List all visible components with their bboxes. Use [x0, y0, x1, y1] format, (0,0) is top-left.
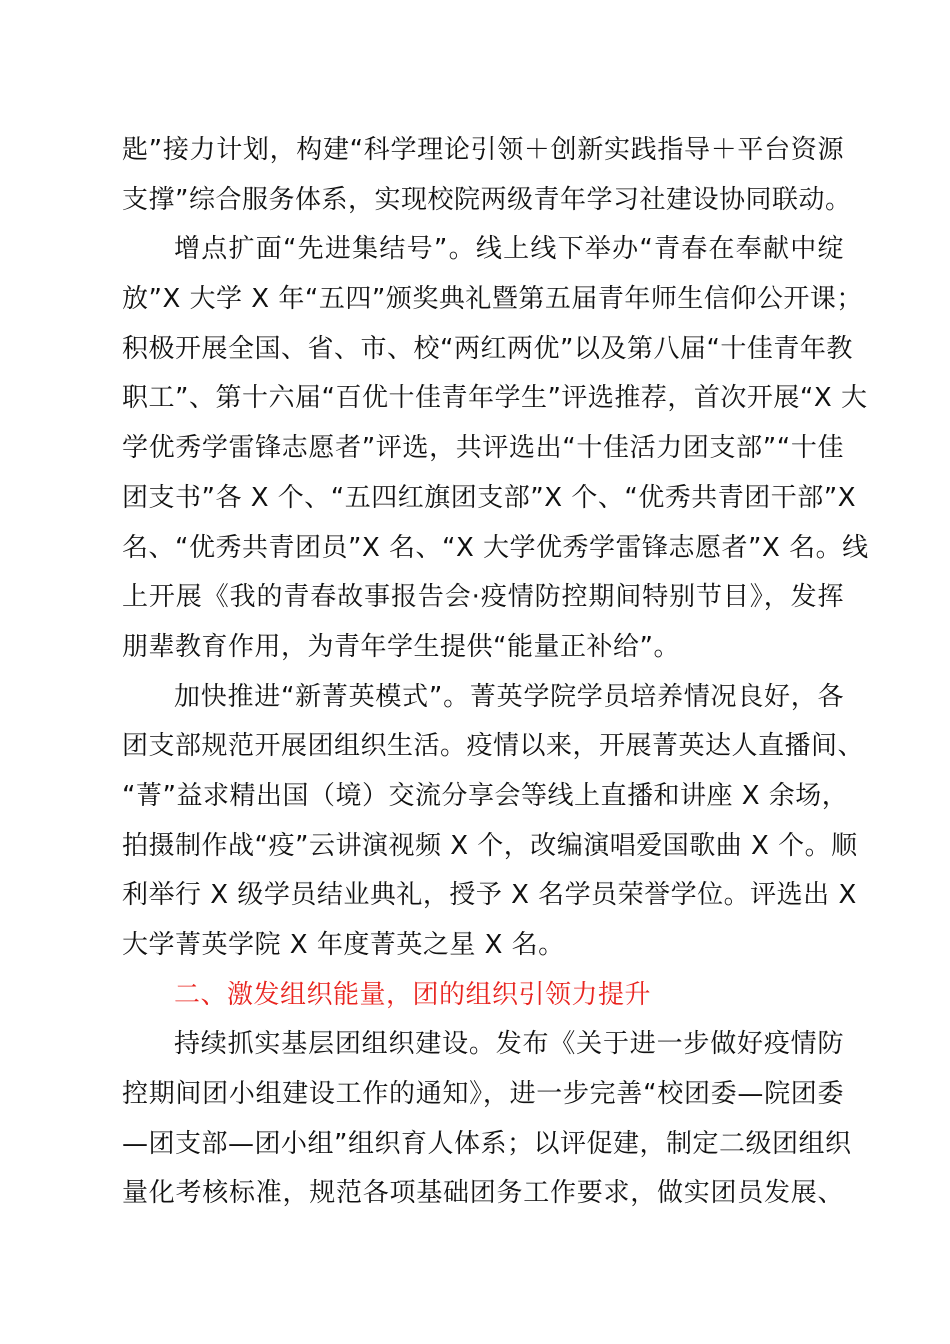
text-line: 职工”、第十六届“百优十佳青年学生”评选推荐，首次开展“X 大 [122, 383, 868, 414]
text-line: 匙”接力计划，构建“科学理论引领＋创新实践指导＋平台资源 [122, 135, 844, 165]
text-line: 增点扩面“先进集结号”。线上线下举办“青春在奉献中绽 [174, 234, 844, 265]
text-line: 加快推进“新菁英模式”。菁英学院学员培养情况良好，各 [174, 681, 844, 712]
text-line: 持续抓实基层团组织建设。发布《关于进一步做好疫情防 [174, 1029, 844, 1060]
text-line: “菁”益求精出国（境）交流分享会等线上直播和讲座 X 余场， [122, 780, 849, 811]
text-line: 上开展《我的青春故事报告会·疫情防控期间特别节目》，发挥 [122, 582, 844, 613]
text-line: 团支书”各 X 个、“五四红旗团支部”X 个、“优秀共青团干部”X [122, 482, 857, 513]
text-line: 朋辈教育作用，为青年学生提供“能量正补给”。 [122, 631, 680, 662]
text-line: 控期间团小组建设工作的通知》，进一步完善“校团委—院团委 [122, 1079, 844, 1110]
text-line: 利举行 X 级学员结业典礼，授予 X 名学员荣誉学位。评选出 X [122, 880, 857, 911]
text-line: 支撑”综合服务体系，实现校院两级青年学习社建设协同联动。 [122, 184, 852, 215]
text-line: 大学菁英学院 X 年度菁英之星 X 名。 [122, 930, 565, 960]
text-line: 放”X 大学 X 年“五四”颁奖典礼暨第五届青年师生信仰公开课； [122, 284, 863, 315]
text-line: 量化考核标准，规范各项基础团务工作要求，做实团员发展、 [122, 1178, 844, 1209]
text-line: 学优秀学雷锋志愿者”评选，共评选出“十佳活力团支部”“十佳 [122, 433, 844, 464]
text-line: 名、“优秀共青团员”X 名、“X 大学优秀学雷锋志愿者”X 名。线 [122, 532, 869, 563]
section-heading: 二、激发组织能量，团的组织引领力提升 [174, 979, 652, 1010]
text-line: 团支部规范开展团组织生活。疫情以来，开展菁英达人直播间、 [122, 731, 865, 762]
text-line: 积极开展全国、省、市、校“两红两优”以及第八届“十佳青年教 [122, 333, 853, 364]
text-line: 拍摄制作战“疫”云讲演视频 X 个，改编演唱爱国歌曲 X 个。顺 [122, 830, 858, 861]
text-line: —团支部—团小组”组织育人体系；以评促建，制定二级团组织 [122, 1128, 852, 1159]
document-body [122, 126, 869, 1219]
